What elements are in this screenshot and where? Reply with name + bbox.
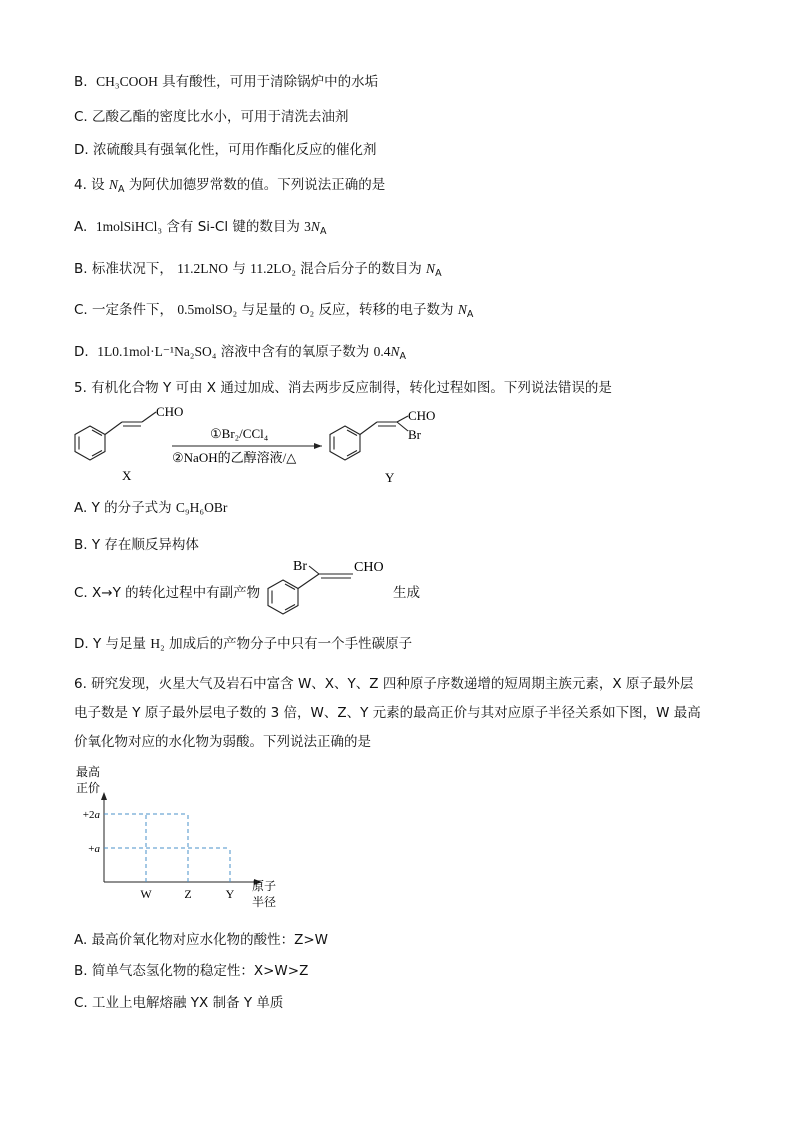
q3-option-d: D. 浓硫酸具有强氧化性，可用作酯化反应的催化剂 xyxy=(74,142,377,158)
q6-option-b: B. 简单气态氢化物的稳定性：X>W>Z xyxy=(74,963,309,979)
q3-option-b: B. CH₃COOH 具有酸性，可用于清除锅炉中的水垢 xyxy=(74,74,379,90)
q6-option-a: A. 最高价氧化物对应水化物的酸性：Z>W xyxy=(74,932,328,948)
x-tick-label: W xyxy=(140,887,152,901)
x-label: X xyxy=(122,468,132,483)
q4-option-d: D. 1L0.1mol·L⁻¹Na₂SO₄ 溶液中含有的氧原子数为 $0.4N_A$ xyxy=(74,344,406,362)
x-tick-label: Z xyxy=(184,887,192,901)
x-axis-label-1: 原子 xyxy=(252,879,277,893)
byproduct-cho-label: CHO xyxy=(354,560,384,575)
q5-option-c: C. X→Y 的转化过程中有副产物 xyxy=(74,585,261,601)
q6-option-c: C. 工业上电解熔融 YX 制备 Y 单质 xyxy=(74,995,284,1011)
q5-option-d: D. Y 与足量 H₂ 加成后的产物分子中只有一个手性碳原子 xyxy=(74,636,413,652)
y-axis-label-2: 正价 xyxy=(76,781,101,795)
x-cho-label: CHO xyxy=(156,404,184,419)
x-side-chain xyxy=(105,412,156,435)
q5-option-a: A. Y 的分子式为 C₉H₆OBr xyxy=(74,500,228,516)
y-axis-arrow xyxy=(101,792,107,800)
byproduct-structure xyxy=(263,556,393,620)
x-axis-label-2: 半径 xyxy=(252,895,277,909)
q5-option-b: B. Y 存在顺反异构体 xyxy=(74,537,199,553)
q6-stem-line-1: 6. 研究发现，火星大气及岩石中富含 W、X、Y、Z 四种原子序数递增的短周期主族元素，X 原子最外层 xyxy=(74,676,694,692)
y-tick-label: +2a xyxy=(82,809,100,821)
benzene-ring-x xyxy=(75,426,105,460)
reaction-scheme xyxy=(60,398,460,490)
y-side-chain xyxy=(360,416,408,435)
q4-stem: 4. 设 $N_A$ 为阿伏加德罗常数的值。下列说法正确的是 xyxy=(74,177,386,195)
arrow-head xyxy=(314,443,322,449)
condition-2: ②NaOH的乙醇溶液/△ xyxy=(172,450,297,465)
y-axis-label-1: 最高 xyxy=(76,765,101,779)
q4-option-b: B. 标准状况下， 11.2LNO 与 11.2LO₂ 混合后分子的数目为 $N_A$ xyxy=(74,261,442,279)
acetic-acid-formula: CH₃COOH xyxy=(96,74,158,89)
q4-option-a: A. 1molSiHCl₃ 含有 Si-Cl 键的数目为 $3N_A$ xyxy=(74,219,327,237)
byproduct-br-label: Br xyxy=(293,559,307,574)
y-br-label: Br xyxy=(408,427,421,442)
q4-option-c: C. 一定条件下， 0.5molSO₂ 与足量的 O₂ 反应，转移的电子数为 $N_A$ xyxy=(74,302,474,320)
q6-stem-line-2: 电子数是 Y 原子最外层电子数的 3 倍，W、Z、Y 元素的最高正价与其对应原子半径关系如下图，W 最高 xyxy=(74,705,701,721)
q3-option-c: C. 乙酸乙酯的密度比水小，可用于清洗去油剂 xyxy=(74,109,349,125)
y-tick-label: +a xyxy=(88,843,100,855)
q5-option-c-tail: 生成 xyxy=(393,585,420,601)
valence-radius-chart xyxy=(70,762,290,922)
condition-1: ①Br₂/CCl₄ xyxy=(210,426,269,441)
q5-stem: 5. 有机化合物 Y 可由 X 通过加成、消去两步反应制得，转化过程如图。下列说法错误的是 xyxy=(74,380,612,396)
benzene-ring-y xyxy=(330,426,360,460)
x-tick-label: Y xyxy=(225,887,235,901)
y-label: Y xyxy=(385,470,395,485)
benzene-ring-byproduct xyxy=(268,566,353,614)
y-cho-label: CHO xyxy=(408,408,436,423)
q6-stem-line-3: 价氧化物对应的水化物为弱酸。下列说法正确的是 xyxy=(74,734,371,750)
chart-plot-area xyxy=(83,792,262,901)
